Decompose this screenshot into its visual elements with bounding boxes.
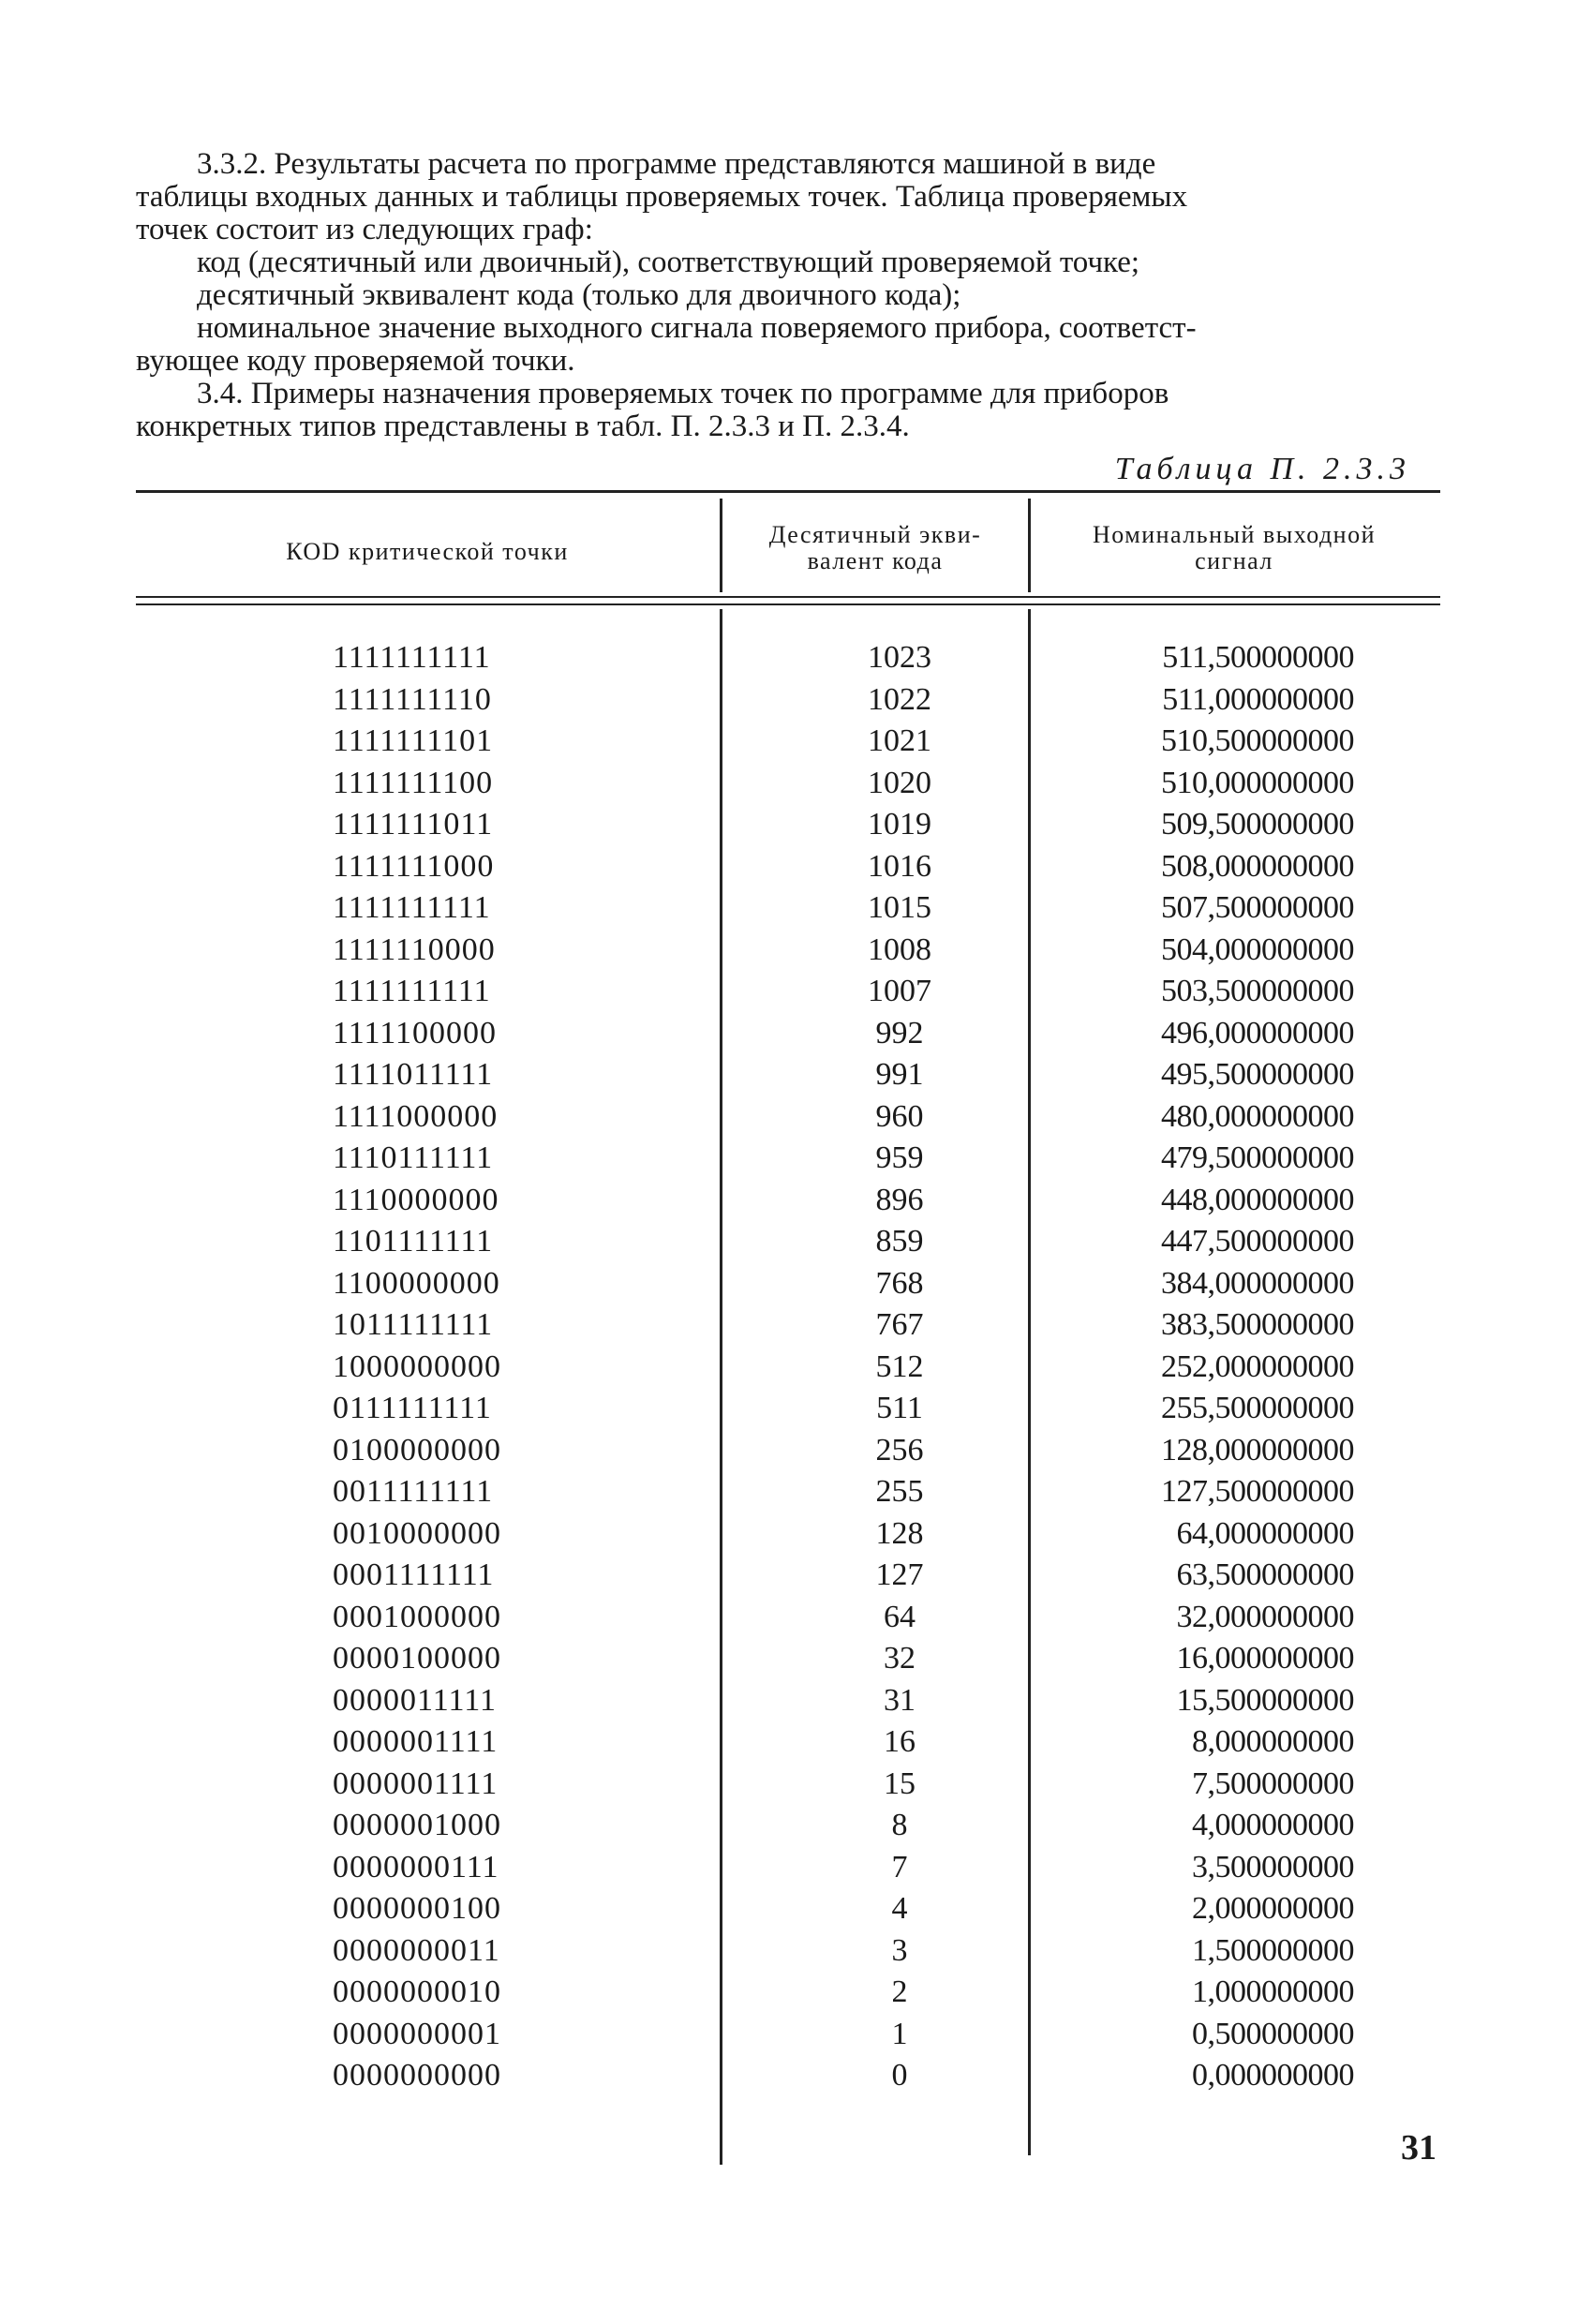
table-cell-decimal: 1020: [868, 765, 931, 800]
table-cell-signal: 32,000000000: [1176, 1599, 1354, 1634]
table-cell-decimal: 1: [891, 2016, 908, 2051]
table-cell-decimal: 512: [875, 1348, 924, 1384]
table-cell-signal: 16,000000000: [1176, 1641, 1354, 1676]
table-cell-code: 1111111000: [333, 848, 495, 884]
table-cell-decimal: 1022: [868, 681, 931, 717]
table-cell-decimal: 896: [875, 1182, 924, 1217]
header-signal: [1037, 522, 1431, 574]
header-decimal-line2: валент кода: [807, 547, 944, 574]
list-item-signal-cont: вующее коду проверяемой точки.: [136, 344, 575, 378]
table-cell-code: 1111111101: [333, 723, 494, 758]
table-cell-code: 1100000000: [333, 1265, 500, 1301]
table-cell-code: 0000000001: [333, 2016, 501, 2051]
table-cell-decimal: 64: [884, 1599, 916, 1634]
table-cell-signal: 496,000000000: [1161, 1015, 1354, 1050]
table-cell-code: 1011111111: [333, 1307, 494, 1342]
table-cell-code: 0100000000: [333, 1432, 501, 1467]
table-cell-code: 0000000111: [333, 1849, 499, 1885]
table-cell-signal: 383,500000000: [1161, 1307, 1354, 1342]
table-cell-code: 0000100000: [333, 1641, 501, 1676]
table-cell-signal: 504,000000000: [1161, 931, 1354, 967]
table-cell-decimal: 4: [891, 1891, 908, 1926]
table-cell-signal: 8,000000000: [1192, 1724, 1354, 1759]
table-cell-code: 1111000000: [333, 1098, 499, 1134]
table-cell-signal: 63,500000000: [1176, 1557, 1354, 1592]
table-cell-code: 0000000100: [333, 1891, 501, 1926]
table-cell-code: 0000000000: [333, 2058, 501, 2093]
list-item-decimal: десятичный эквивалент кода (только для двоичного кода);: [197, 278, 961, 312]
table-cell-decimal: 256: [875, 1432, 924, 1467]
table-cell-decimal: 7: [891, 1849, 908, 1885]
paragraph-3-4: 3.4. Примеры назначения проверяемых точек по программе для приборов: [197, 377, 1169, 410]
table-cell-code: 1111111111: [333, 640, 491, 675]
paragraph-3-3-2: [136, 148, 1415, 443]
column-divider-2: [1028, 609, 1031, 2155]
table-cell-decimal: 0: [891, 2058, 908, 2093]
table-cell-code: 1111111110: [333, 681, 492, 717]
paragraph-line: точек состоит из следующих граф:: [136, 213, 593, 246]
table-cell-signal: 447,500000000: [1161, 1224, 1354, 1259]
table-cell-signal: 1,000000000: [1192, 1974, 1354, 2009]
table-cell-signal: 384,000000000: [1161, 1265, 1354, 1301]
header-rule-1: [136, 596, 1440, 598]
table-cell-signal: 127,500000000: [1161, 1474, 1354, 1509]
table-cell-signal: 479,500000000: [1161, 1140, 1354, 1175]
paragraph-line: 3.3.2. Результаты расчета по программе представляются машиной в виде: [197, 147, 1156, 181]
table-cell-signal: 448,000000000: [1161, 1182, 1354, 1217]
header-decimal: [729, 522, 1021, 574]
table-cell-code: 1111011111: [333, 1057, 494, 1092]
table-cell-signal: 509,500000000: [1161, 807, 1354, 842]
table-cell-code: 1111100000: [333, 1015, 497, 1050]
table-cell-signal: 3,500000000: [1192, 1849, 1354, 1885]
table-cell-signal: 7,500000000: [1192, 1765, 1354, 1801]
table-cell-decimal: 16: [884, 1724, 916, 1759]
decimal-column: [806, 637, 993, 2097]
table-cell-signal: 0,000000000: [1192, 2058, 1354, 2093]
table-cell-code: 1110111111: [333, 1140, 494, 1175]
table-cell-signal: 64,000000000: [1176, 1515, 1354, 1551]
header-divider-1: [720, 499, 722, 592]
table-cell-decimal: 255: [875, 1474, 924, 1509]
header-signal-line1: Номинальный выходной: [1092, 521, 1377, 548]
header-divider-2: [1028, 499, 1031, 592]
table-top-rule: [136, 490, 1440, 493]
table-cell-signal: 2,000000000: [1192, 1891, 1354, 1926]
paragraph-3-4-cont: конкретных типов представлены в табл. П. 2.3.3 и П. 2.3.4.: [136, 410, 910, 443]
table-cell-code: 1111111111: [333, 890, 491, 925]
table-cell-code: 0001111111: [333, 1557, 495, 1592]
table-cell-signal: 510,000000000: [1161, 765, 1354, 800]
table-cell-signal: 15,500000000: [1176, 1682, 1354, 1718]
table-cell-code: 1111111111: [333, 974, 491, 1008]
table-cell-code: 0011111111: [333, 1474, 494, 1509]
header-rule-2: [136, 603, 1440, 605]
table-cell-code: 0111111111: [333, 1391, 492, 1425]
table-cell-decimal: 1019: [868, 807, 931, 842]
table-cell-signal: 252,000000000: [1161, 1348, 1354, 1384]
table-cell-code: 0000000010: [333, 1974, 501, 2009]
table-cell-code: 0000000011: [333, 1932, 500, 1968]
table-cell-decimal: 767: [875, 1307, 924, 1342]
table-cell-decimal: 1016: [868, 848, 931, 884]
table-cell-code: 0001000000: [333, 1599, 501, 1634]
table-cell-decimal: 8: [891, 1808, 908, 1842]
table-cell-decimal: 959: [875, 1140, 924, 1175]
table-cell-decimal: 32: [884, 1641, 916, 1676]
list-item-code: код (десятичный или двоичный), соответствующий проверяемой точке;: [197, 246, 1140, 279]
table-cell-code: 1000000000: [333, 1348, 501, 1384]
table-cell-code: 0010000000: [333, 1515, 501, 1551]
table-cell-code: 1111110000: [333, 931, 496, 967]
table-cell-decimal: 127: [875, 1557, 924, 1592]
table-cell-code: 0000001111: [333, 1724, 499, 1759]
table-cell-decimal: 2: [891, 1974, 908, 2009]
table-cell-code: 0000001111: [333, 1765, 499, 1801]
table-cell-decimal: 1007: [868, 974, 931, 1008]
table-cell-code: 0000001000: [333, 1808, 501, 1842]
table-cell-decimal: 1015: [868, 890, 931, 925]
page-number: 31: [1401, 2128, 1437, 2168]
table-cell-signal: 510,500000000: [1161, 723, 1354, 758]
code-column: [333, 637, 548, 2097]
table-cell-code: 0000011111: [333, 1682, 497, 1718]
table-cell-decimal: 859: [875, 1224, 924, 1259]
table-cell-signal: 511,500000000: [1162, 640, 1354, 675]
table-caption: Таблица П. 2.3.3: [1114, 452, 1410, 486]
table-cell-decimal: 128: [875, 1515, 924, 1551]
table-cell-signal: 503,500000000: [1161, 974, 1354, 1008]
table-cell-signal: 128,000000000: [1161, 1432, 1354, 1467]
table-cell-decimal: 31: [884, 1682, 916, 1718]
table-cell-decimal: 15: [884, 1765, 916, 1801]
table-cell-code: 1101111111: [333, 1224, 494, 1259]
header-decimal-line1: Десятичный экви-: [768, 521, 982, 548]
header-code: КОD критической точки: [286, 538, 569, 565]
table-cell-decimal: 960: [875, 1098, 924, 1134]
paragraph-line: таблицы входных данных и таблицы проверяемых точек. Таблица проверяемых: [136, 180, 1188, 214]
table-cell-signal: 255,500000000: [1161, 1391, 1354, 1425]
table-cell-signal: 4,000000000: [1192, 1808, 1354, 1842]
table-cell-decimal: 511: [876, 1391, 923, 1425]
table-cell-signal: 495,500000000: [1161, 1057, 1354, 1092]
table-cell-code: 1111111011: [333, 807, 494, 842]
table-cell-decimal: 1021: [868, 723, 931, 758]
table-cell-decimal: 1008: [868, 931, 931, 967]
table-cell-signal: 1,500000000: [1192, 1932, 1354, 1968]
table-cell-decimal: 3: [891, 1932, 908, 1968]
signal-column: [1078, 637, 1354, 2097]
list-item-signal: номинальное значение выходного сигнала поверяемого прибора, соответст-: [197, 311, 1197, 345]
column-divider-1: [720, 609, 722, 2165]
table-cell-decimal: 992: [875, 1015, 924, 1050]
table-cell-code: 1110000000: [333, 1182, 499, 1217]
table-cell-decimal: 991: [875, 1057, 924, 1092]
header-signal-line2: сигнал: [1195, 547, 1273, 574]
table-cell-code: 1111111100: [333, 765, 494, 800]
table-cell-signal: 480,000000000: [1161, 1098, 1354, 1134]
table-cell-decimal: 768: [875, 1265, 924, 1301]
table-cell-signal: 0,500000000: [1192, 2016, 1354, 2051]
table-cell-decimal: 1023: [868, 640, 931, 675]
table-cell-signal: 508,000000000: [1161, 848, 1354, 884]
table-cell-signal: 511,000000000: [1162, 681, 1354, 717]
table-cell-signal: 507,500000000: [1161, 890, 1354, 925]
